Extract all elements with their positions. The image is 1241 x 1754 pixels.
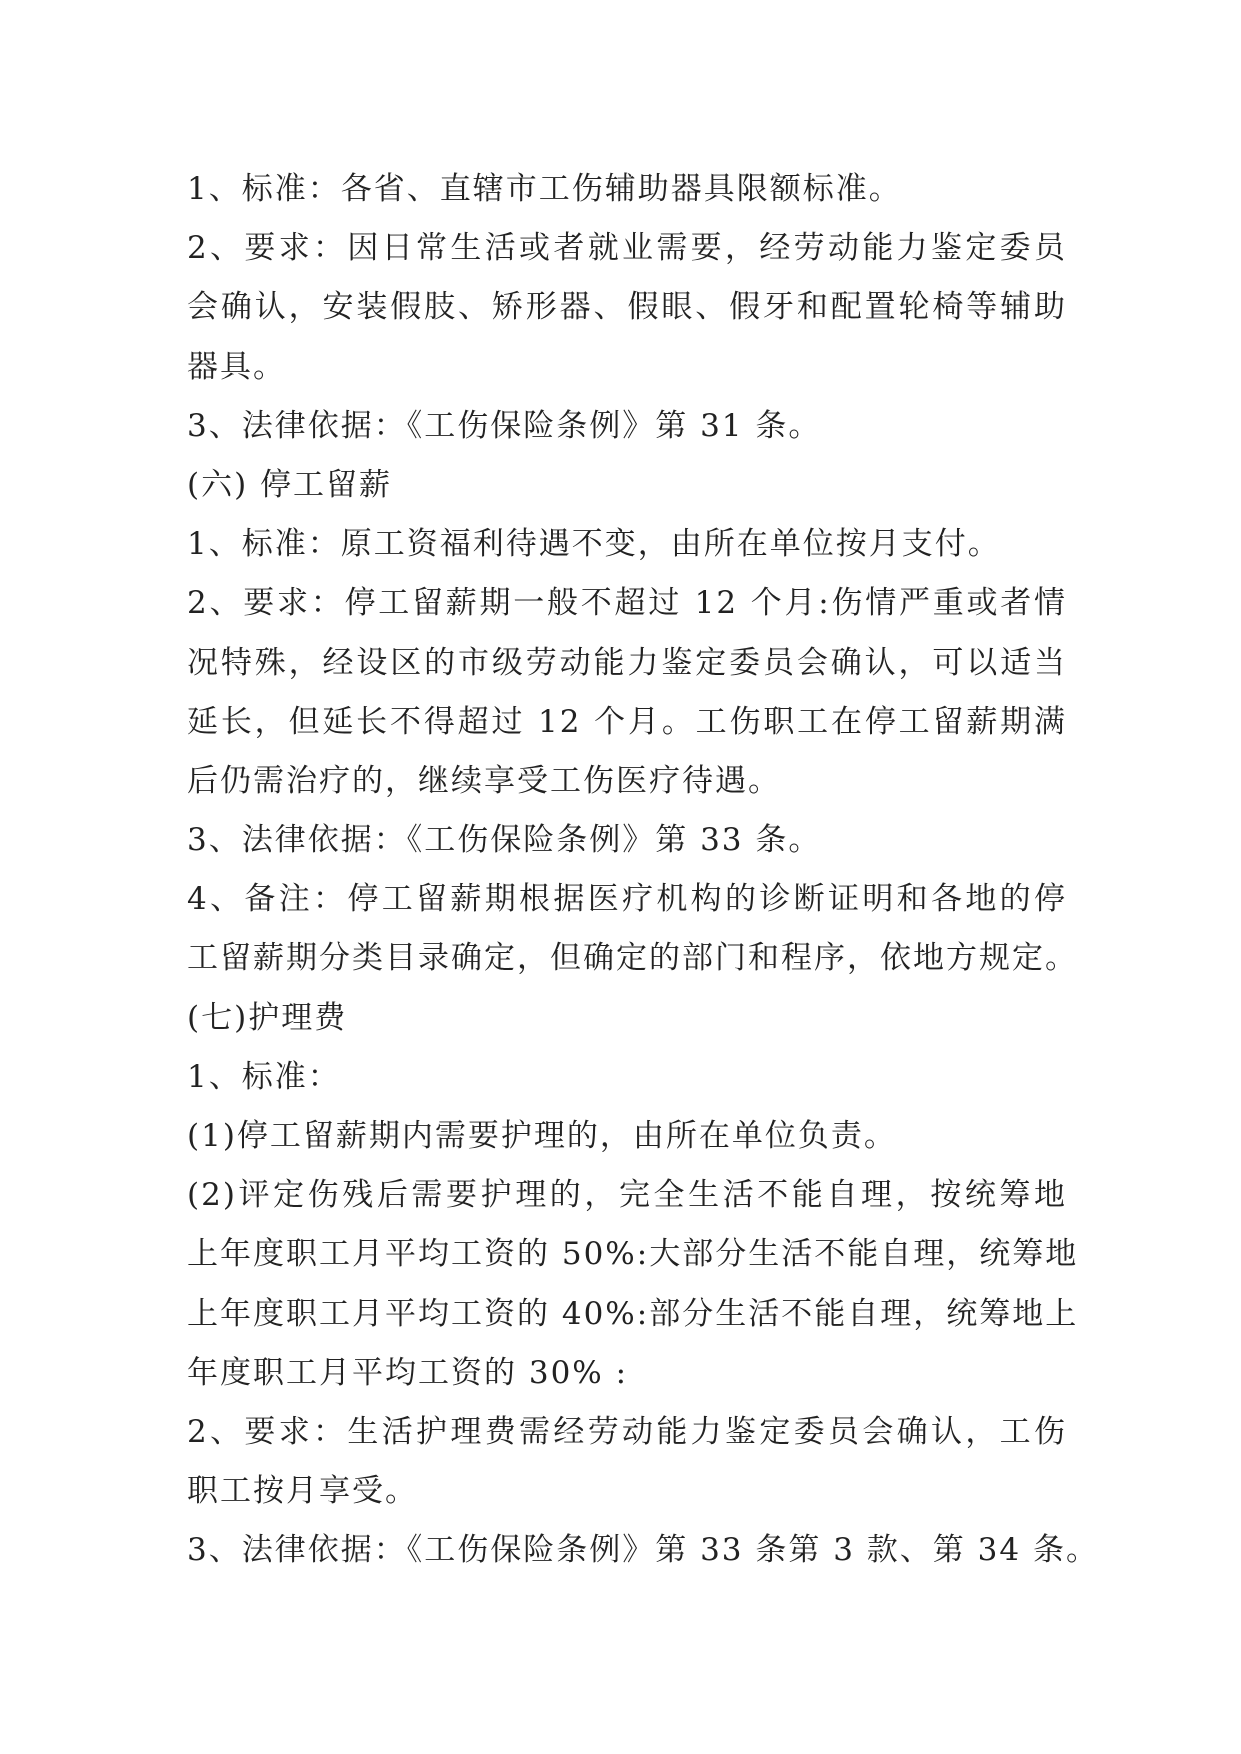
text-line: 年度职工月平均工资的 30% : bbox=[187, 1354, 629, 1391]
text-line: 工留薪期分类目录确定，但确定的部门和程序，依地方规定。 bbox=[187, 940, 1078, 977]
text-line: 后仍需治疗的，继续享受工伤医疗待遇。 bbox=[187, 762, 781, 799]
text-line: 上年度职工月平均工资的 50%:大部分生活不能自理，统筹地 bbox=[187, 1236, 1079, 1273]
section-heading: (七)护理费 bbox=[187, 999, 348, 1036]
document-body bbox=[187, 160, 1099, 1581]
text-line: (1)停工留薪期内需要护理的，由所在单位负责。 bbox=[187, 1118, 897, 1154]
text-line: 1、标准：各省、直辖市工伤辅助器具限额标准。 bbox=[187, 171, 902, 207]
text-line: (2)评定伤残后需要护理的，完全生活不能自理，按统筹地 bbox=[187, 1177, 1067, 1214]
section-heading: (六) 停工留薪 bbox=[187, 466, 393, 503]
text-line: 2、要求：停工留薪期一般不超过 12 个月:伤情严重或者情 bbox=[187, 585, 1067, 622]
text-line: 3、法律依据：《工伤保险条例》第 33 条第 3 款、第 34 条。 bbox=[187, 1532, 1099, 1569]
text-line: 2、要求：生活护理费需经劳动能力鉴定委员会确认，工伤 bbox=[187, 1413, 1067, 1450]
text-line: 器具。 bbox=[187, 348, 286, 385]
text-line: 会确认，安装假肢、矫形器、假眼、假牙和配置轮椅等辅助 bbox=[187, 289, 1067, 326]
text-line: 1、标准： bbox=[187, 1058, 341, 1095]
text-line: 1、标准：原工资福利待遇不变，由所在单位按月支付。 bbox=[187, 526, 1001, 563]
text-line: 2、要求：因日常生活或者就业需要，经劳动能力鉴定委员 bbox=[187, 230, 1067, 267]
text-line: 上年度职工月平均工资的 40%:部分生活不能自理，统筹地上 bbox=[187, 1295, 1079, 1332]
text-line: 3、法律依据：《工伤保险条例》第 33 条。 bbox=[187, 822, 822, 859]
text-line: 3、法律依据：《工伤保险条例》第 31 条。 bbox=[187, 407, 822, 444]
text-line: 职工按月享受。 bbox=[187, 1473, 418, 1510]
text-line: 延长，但延长不得超过 12 个月。工伤职工在停工留薪期满 bbox=[187, 703, 1067, 740]
text-line: 况特殊，经设区的市级劳动能力鉴定委员会确认，可以适当 bbox=[187, 644, 1067, 681]
text-line: 4、备注：停工留薪期根据医疗机构的诊断证明和各地的停 bbox=[187, 881, 1067, 918]
